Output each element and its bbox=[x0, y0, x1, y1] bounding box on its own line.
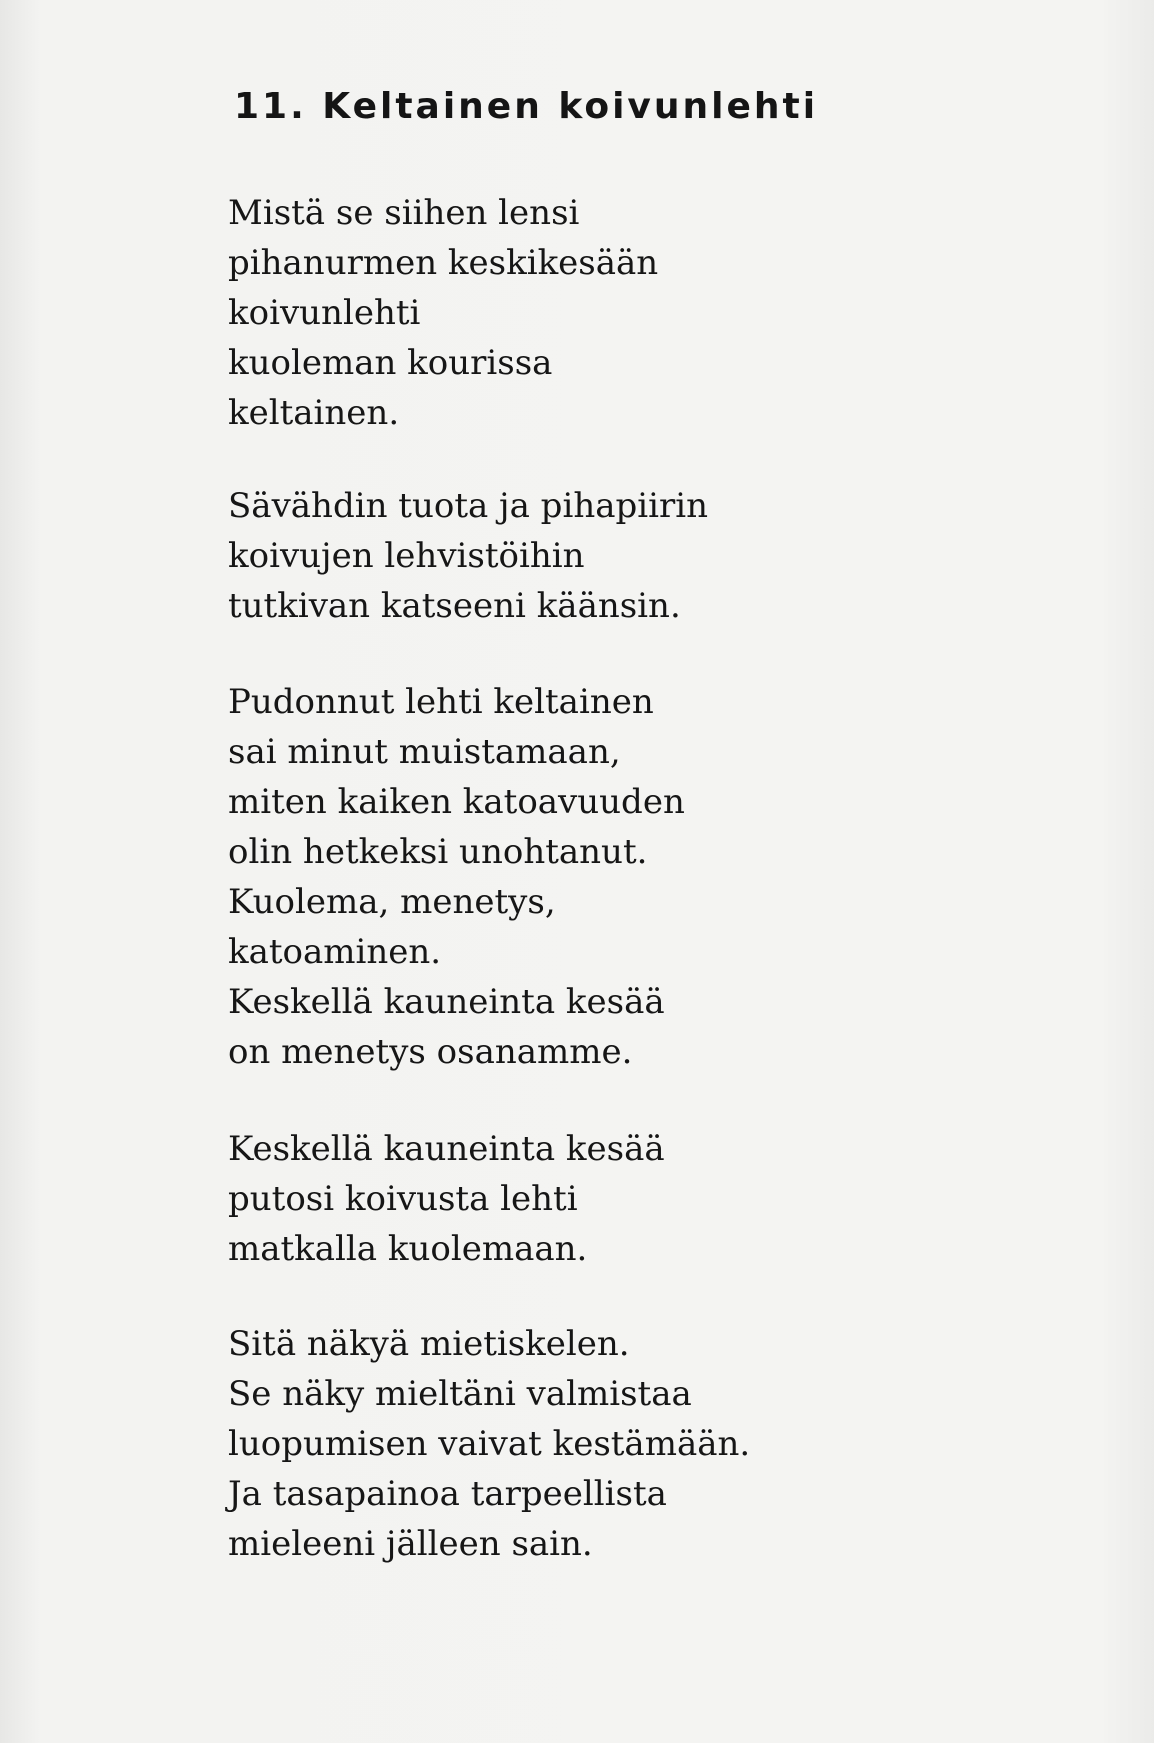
poem-line: Kuolema, menetys, bbox=[228, 882, 556, 922]
poem-line: Se näky mieltäni valmistaa bbox=[228, 1374, 692, 1414]
poem-line: Keskellä kauneinta kesää bbox=[228, 982, 665, 1022]
stanza-5 bbox=[228, 1319, 1128, 1569]
poem-line: matkalla kuolemaan. bbox=[228, 1229, 588, 1269]
poem-line: koivunlehti bbox=[228, 293, 421, 333]
poem-line: Keskellä kauneinta kesää bbox=[228, 1129, 665, 1169]
stanza-2 bbox=[228, 481, 1128, 631]
poem-line: Sitä näkyä mietiskelen. bbox=[228, 1324, 630, 1364]
poem-line: sai minut muistamaan, bbox=[228, 732, 621, 772]
poem-line: Ja tasapainoa tarpeellista bbox=[228, 1474, 667, 1514]
poem-line: miten kaiken katoavuuden bbox=[228, 782, 685, 822]
poem-line: katoaminen. bbox=[228, 932, 442, 972]
poem-title: 11. Keltainen koivunlehti bbox=[234, 86, 819, 127]
poem-line: luopumisen vaivat kestämään. bbox=[228, 1424, 751, 1464]
poem-line: putosi koivusta lehti bbox=[228, 1179, 578, 1219]
poem-line: Sävähdin tuota ja pihapiirin bbox=[228, 486, 709, 526]
poem-line: on menetys osanamme. bbox=[228, 1032, 633, 1072]
poem-line: olin hetkeksi unohtanut. bbox=[228, 832, 648, 872]
poem-line: Mistä se siihen lensi bbox=[228, 193, 580, 233]
poem-line: kuoleman kourissa bbox=[228, 343, 553, 383]
poem-line: koivujen lehvistöihin bbox=[228, 536, 585, 576]
stanza-3 bbox=[228, 677, 1128, 1077]
poem-line: pihanurmen keskikesään bbox=[228, 243, 659, 283]
poem-line: keltainen. bbox=[228, 393, 400, 433]
poem-line: mieleeni jälleen sain. bbox=[228, 1524, 593, 1564]
stanza-4 bbox=[228, 1124, 1128, 1274]
stanza-1 bbox=[228, 188, 1128, 438]
poem-line: tutkivan katseeni käänsin. bbox=[228, 586, 681, 626]
poem-line: Pudonnut lehti keltainen bbox=[228, 682, 654, 722]
poem-body bbox=[228, 188, 1128, 1612]
